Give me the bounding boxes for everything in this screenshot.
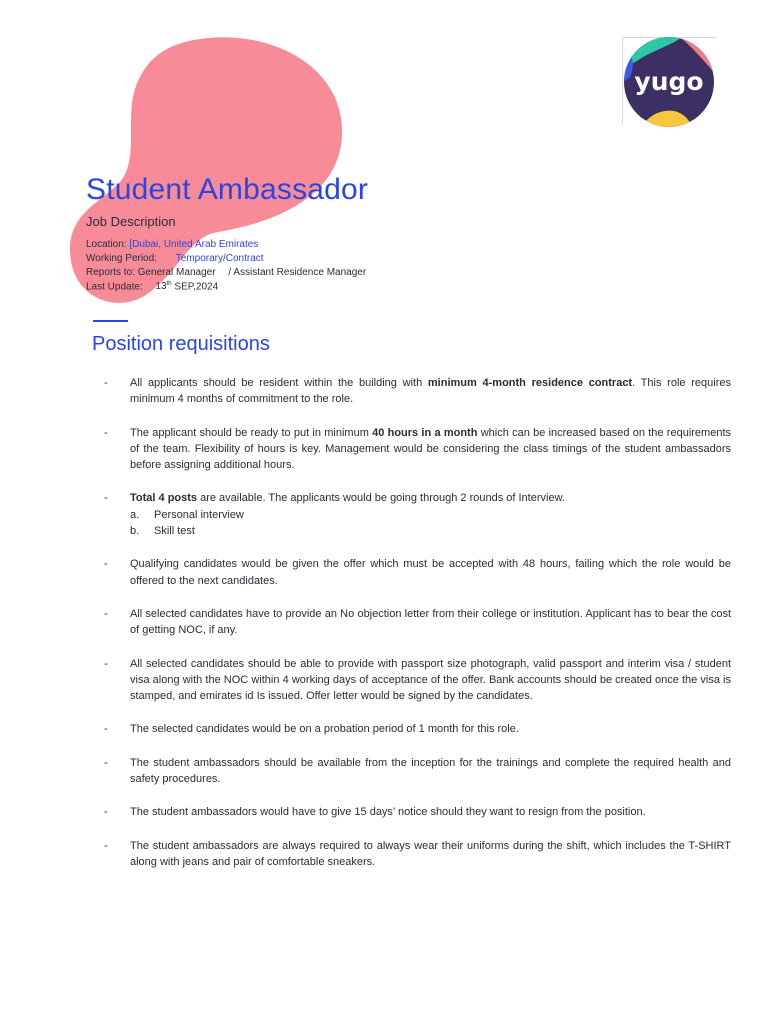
bullet-dash: - — [104, 723, 108, 736]
list-item: - All selected candidates should be able to provide with passport size photograph, valid passport and interim visa / student visa along with the NOC within 4 working days of acceptance of the offer. Bank accounts should be created once the visa is stamped, and emirates id Is issued. Offer letter would be signed by the candidates. — [104, 657, 731, 703]
list-item: - The student ambassadors should be available from the inception for the trainings and complete the required health and safety procedures. — [104, 756, 731, 786]
working-period-label: Working Period: — [86, 253, 157, 264]
yugo-logo-icon — [622, 37, 716, 127]
reports-to-separator: / — [228, 267, 232, 278]
last-update-suffix: th — [166, 281, 172, 287]
bullet-dash: - — [104, 607, 108, 620]
location-line — [86, 239, 258, 250]
bullet-dash: - — [104, 657, 108, 670]
last-update-line — [86, 281, 218, 292]
bullet-dash: - — [104, 377, 108, 389]
last-update-day: 13 — [155, 281, 167, 293]
last-update-rest: SEP,2024 — [171, 281, 219, 293]
reports-to-label: Reports to: — [86, 267, 135, 278]
list-item: - The applicant should be ready to put in minimum 40 hours in a month which can be increased based on the requirements of the team. Flexibility of hours is key. Management would be considering the class timings of the student ambassadors before assigning additional hours. — [104, 426, 731, 472]
working-period-value: Temporary/Contract — [175, 253, 264, 264]
list-item: - The student ambassadors would have to give 15 days’ notice should they want to resign from the position. — [104, 804, 731, 820]
working-period-line — [86, 253, 264, 264]
list-item: - Total 4 posts are available. The applicants would be going through 2 rounds of Interview. — [104, 490, 731, 506]
sublist-item: a. Personal interview — [130, 508, 244, 521]
reports-to-line — [86, 267, 366, 278]
list-item: - Qualifying candidates would be given the offer which must be accepted with 48 hours, failing which the role would be offered to the next candidates. — [104, 558, 731, 587]
requirements-list — [104, 375, 731, 870]
sublist-item: b. Skill test — [130, 525, 195, 538]
list-item: - All selected candidates have to provide an No objection letter from their college or institution. Applicant has to bear the cost of getting NOC, if any. — [104, 607, 731, 637]
logo-text: yugo — [634, 67, 704, 96]
reports-to-value: General Manager — [137, 267, 216, 278]
bullet-dash: - — [104, 426, 108, 439]
interview-rounds — [104, 507, 731, 540]
location-label: Location: — [86, 239, 127, 250]
list-item: - The student ambassadors are always required to always wear their uniforms during the shift, which includes the T-SHIRT along with jeans and pair of comfortable sneakers. — [104, 839, 731, 868]
reports-to-value-2: Assistant Residence Manager — [233, 267, 367, 278]
last-update-label: Last Update: — [86, 281, 143, 293]
page-subtitle: Job Description — [86, 214, 176, 229]
bullet-dash: - — [104, 558, 108, 571]
section-rule — [93, 320, 128, 322]
bullet-dash: - — [104, 492, 108, 505]
bullet-dash: - — [104, 806, 108, 819]
section-title: Position requisitions — [92, 333, 270, 355]
bullet-dash: - — [104, 756, 108, 769]
location-value: [Dubai, United Arab Emirates — [129, 239, 259, 250]
list-item: - All applicants should be resident within the building with minimum 4-month residence contract. This role requires minimum 4 months of commitment to the role. — [104, 377, 731, 406]
bullet-dash: - — [104, 839, 108, 852]
list-item: - The selected candidates would be on a probation period of 1 month for this role. — [104, 721, 731, 737]
page-title: Student Ambassador — [86, 173, 369, 206]
